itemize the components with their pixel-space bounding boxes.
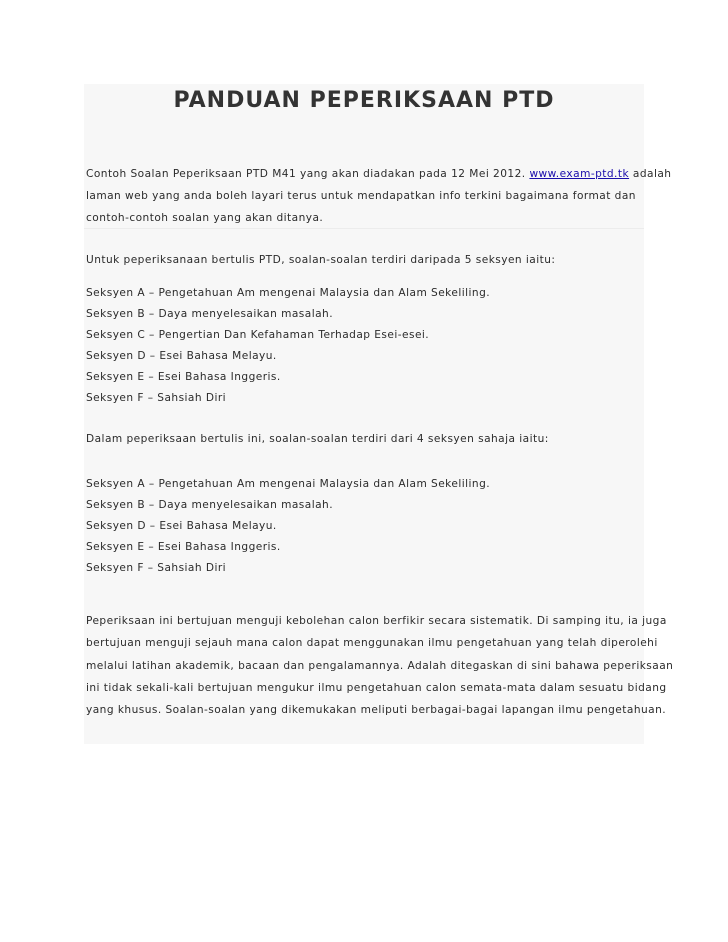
section-item: Seksyen C – Pengertian Dan Kefahaman Terhadap Esei-esei. — [86, 329, 430, 341]
intro-line-1 — [86, 167, 671, 181]
section-item: Seksyen F – Sahsiah Diri — [86, 392, 227, 404]
section-item: Seksyen A – Pengetahuan Am mengenai Malaysia dan Alam Sekeliling. — [86, 287, 491, 299]
written-exam-intro-2: Dalam peperiksaan bertulis ini, soalan-soalan terdiri dari 4 seksyen sahaja iaitu: — [86, 433, 549, 445]
exam-ptd-link[interactable]: www.exam-ptd.tk — [529, 168, 630, 180]
closing-paragraph-line: Peperiksaan ini bertujuan menguji kebolehan calon berfikir secara sistematik. Di samping itu, ia juga — [86, 615, 667, 627]
closing-paragraph-line: yang khusus. Soalan-soalan yang dikemukakan meliputi berbagai-bagai lapangan ilmu pengetahuan. — [86, 704, 667, 716]
written-exam-intro: Untuk peperiksanaan bertulis PTD, soalan-soalan terdiri daripada 5 seksyen iaitu: — [86, 254, 556, 266]
section-item: Seksyen D – Esei Bahasa Melayu. — [86, 350, 277, 362]
closing-paragraph-line: melalui latihan akademik, bacaan dan pengalamannya. Adalah ditegaskan di sini bahawa peperiksaan — [86, 660, 674, 672]
closing-paragraph-line: bertujuan menguji sejauh mana calon dapat menggunakan ilmu pengetahuan yang telah diperolehi — [86, 637, 658, 649]
section-item: Seksyen B – Daya menyelesaikan masalah. — [86, 308, 334, 320]
section-item: Seksyen B – Daya menyelesaikan masalah. — [86, 499, 334, 511]
intro-text: Contoh Soalan Peperiksaan PTD M41 yang akan diadakan pada 12 Mei 2012. — [86, 168, 526, 180]
intro-line-2: laman web yang anda boleh layari terus untuk mendapatkan info terkini bagaimana format dan — [86, 190, 636, 202]
page-title: PANDUAN PEPERIKSAAN PTD — [173, 88, 555, 113]
section-item: Seksyen F – Sahsiah Diri — [86, 562, 227, 574]
section-item: Seksyen A – Pengetahuan Am mengenai Malaysia dan Alam Sekeliling. — [86, 478, 491, 490]
intro-line-3: contoh-contoh soalan yang akan ditanya. — [86, 212, 324, 224]
closing-paragraph-line: ini tidak sekali-kali bertujuan mengukur ilmu pengetahuan calon semata-mata dalam sesuatu bidang — [86, 682, 667, 694]
section-item: Seksyen E – Esei Bahasa Inggeris. — [86, 541, 281, 553]
intro-text-after-link: adalah — [632, 168, 672, 180]
section-item: Seksyen E – Esei Bahasa Inggeris. — [86, 371, 281, 383]
section-item: Seksyen D – Esei Bahasa Melayu. — [86, 520, 277, 532]
divider — [84, 228, 644, 229]
